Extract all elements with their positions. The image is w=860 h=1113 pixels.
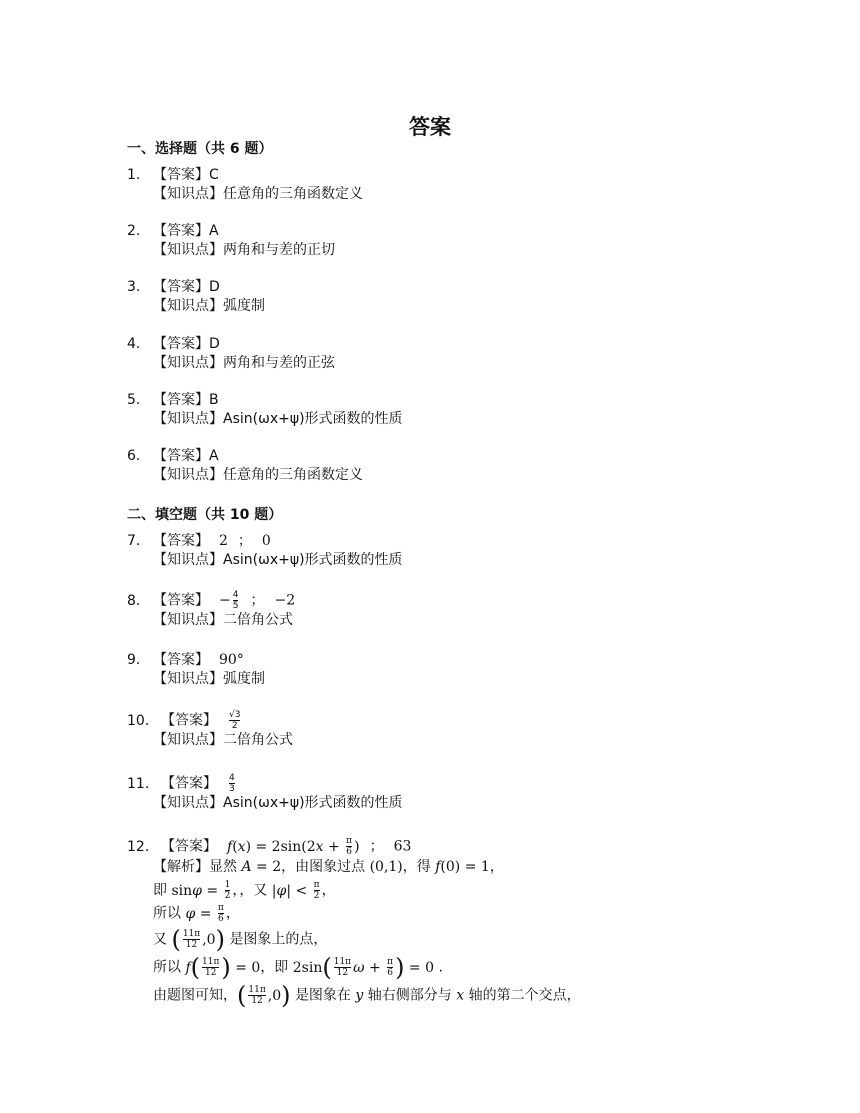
answer-value: 0 [261, 533, 271, 549]
item-number: 12. [127, 838, 150, 855]
answer-formula: f(x) = 2sin(2x + $\frac{\pi}{6}$ ) [227, 836, 360, 857]
knowledge-label: 【知识点】 [153, 411, 223, 427]
list-item [127, 447, 363, 485]
section-heading-fill: 二、填空题（共 10 题） [127, 507, 283, 523]
knowledge-label: 【知识点】 [153, 298, 223, 314]
answer-value: D [209, 279, 220, 295]
knowledge-label: 【知识点】 [153, 732, 223, 748]
fraction [229, 710, 240, 731]
knowledge-value: Asin(ωx+ψ)形式函数的性质 [223, 552, 403, 568]
answer-value: C [209, 167, 219, 183]
knowledge-value: 任意角的三角函数定义 [223, 186, 363, 202]
solution-line-2: 即 sinφ = $\frac{1}{2}$ ，，又 |φ| < $\frac{\pi}{2}$ ， [153, 880, 336, 901]
section-heading-choice: 一、选择题（共 6 题） [127, 141, 273, 157]
knowledge-value: 弧度制 [223, 298, 265, 314]
item-number: 1. [127, 167, 141, 183]
item-number: 8. [127, 592, 141, 609]
answer-label: 【答案】 [153, 392, 209, 408]
separator: ； [250, 592, 265, 609]
answer-value: −2 [274, 592, 296, 609]
list-item [127, 836, 411, 857]
list-item [127, 166, 363, 204]
fraction [233, 590, 239, 611]
item-number: 9. [127, 652, 141, 668]
item-number: 4. [127, 336, 141, 352]
answer-label: 【答案】 [161, 775, 217, 792]
answer-label: 【答案】 [153, 448, 209, 464]
knowledge-label: 【知识点】 [153, 795, 223, 811]
item-number: 5. [127, 392, 141, 408]
answer-value: B [209, 392, 219, 408]
item-number: 2. [127, 223, 141, 239]
fraction [229, 773, 235, 794]
fraction: $\frac{\pi}{6}$ [346, 836, 353, 857]
knowledge-label: 【知识点】 [153, 671, 223, 687]
answer-label: 【答案】 [153, 279, 209, 295]
answer-label: 【答案】 [161, 712, 217, 729]
numerator: √3 [229, 710, 241, 720]
knowledge-value: 弧度制 [223, 671, 265, 687]
solution-line-1: 【解析】显然 A = 2，由图象过点 (0,1)，得 f(0) = 1， [153, 859, 504, 875]
solution-line-4: 又 ( $\frac{11\pi}{12}$ ,0) 是图象上的点， [153, 925, 328, 953]
list-item [127, 651, 265, 689]
answer-value: 63 [393, 838, 412, 855]
item-number: 6. [127, 448, 141, 464]
denominator: 5 [232, 601, 239, 611]
answer-label: 【答案】 [153, 533, 209, 549]
answer-label: 【答案】 [153, 652, 209, 668]
separator: ； [369, 838, 384, 855]
answer-label: 【答案】 [153, 336, 209, 352]
item-number: 7. [127, 533, 141, 549]
answer-label: 【答案】 [153, 592, 209, 609]
minus-sign: − [219, 592, 231, 609]
knowledge-value: Asin(ωx+ψ)形式函数的性质 [223, 795, 403, 811]
answer-value: 2 [219, 533, 228, 549]
knowledge-label: 【知识点】 [153, 186, 223, 202]
page-title: 答案 [409, 115, 451, 139]
knowledge-value: 任意角的三角函数定义 [223, 467, 363, 483]
numerator: 4 [229, 773, 235, 783]
knowledge-value: 二倍角公式 [223, 612, 293, 628]
answer-label: 【答案】 [161, 838, 217, 855]
item-number: 10. [127, 712, 150, 729]
answer-value: A [209, 448, 219, 464]
knowledge-value: 二倍角公式 [223, 732, 293, 748]
list-item [127, 773, 403, 813]
denominator: 3 [229, 784, 235, 794]
knowledge-label: 【知识点】 [153, 242, 223, 258]
knowledge-label: 【知识点】 [153, 552, 223, 568]
knowledge-value: 两角和与差的正切 [223, 242, 335, 258]
list-item [127, 222, 335, 260]
item-number: 3. [127, 279, 141, 295]
knowledge-label: 【知识点】 [153, 612, 223, 628]
solution-line-6: 由题图可知，( $\frac{11\pi}{12}$ ,0) 是图象在 y 轴右侧部分与 x 轴的第二个交点， [153, 981, 581, 1009]
knowledge-value: 两角和与差的正弦 [223, 355, 335, 371]
answer-value: D [209, 336, 220, 352]
answer-value: 90° [219, 652, 244, 668]
analysis-label: 【解析】 [153, 859, 209, 875]
list-item [127, 710, 293, 750]
knowledge-label: 【知识点】 [153, 355, 223, 371]
solution-line-3: 所以 φ = $\frac{\pi}{6}$ ， [153, 903, 240, 924]
answer-label: 【答案】 [153, 167, 209, 183]
solution-line-5: 所以 f( $\frac{11\pi}{12}$ ) = 0，即 2sin( $\frac{11\pi}{12}$ ω + $\frac{\pi}{6}$ ) = 0 . [153, 953, 443, 981]
numerator: 4 [232, 590, 239, 600]
list-item [127, 335, 335, 373]
knowledge-value: Asin(ωx+ψ)形式函数的性质 [223, 411, 403, 427]
item-number: 11. [127, 775, 150, 792]
list-item [127, 391, 403, 429]
answer-label: 【答案】 [153, 223, 209, 239]
list-item [127, 590, 295, 630]
denominator: 2 [231, 721, 238, 731]
list-item [127, 532, 403, 570]
answer-value: A [209, 223, 219, 239]
list-item [127, 278, 265, 316]
knowledge-label: 【知识点】 [153, 467, 223, 483]
separator: ； [237, 533, 252, 549]
